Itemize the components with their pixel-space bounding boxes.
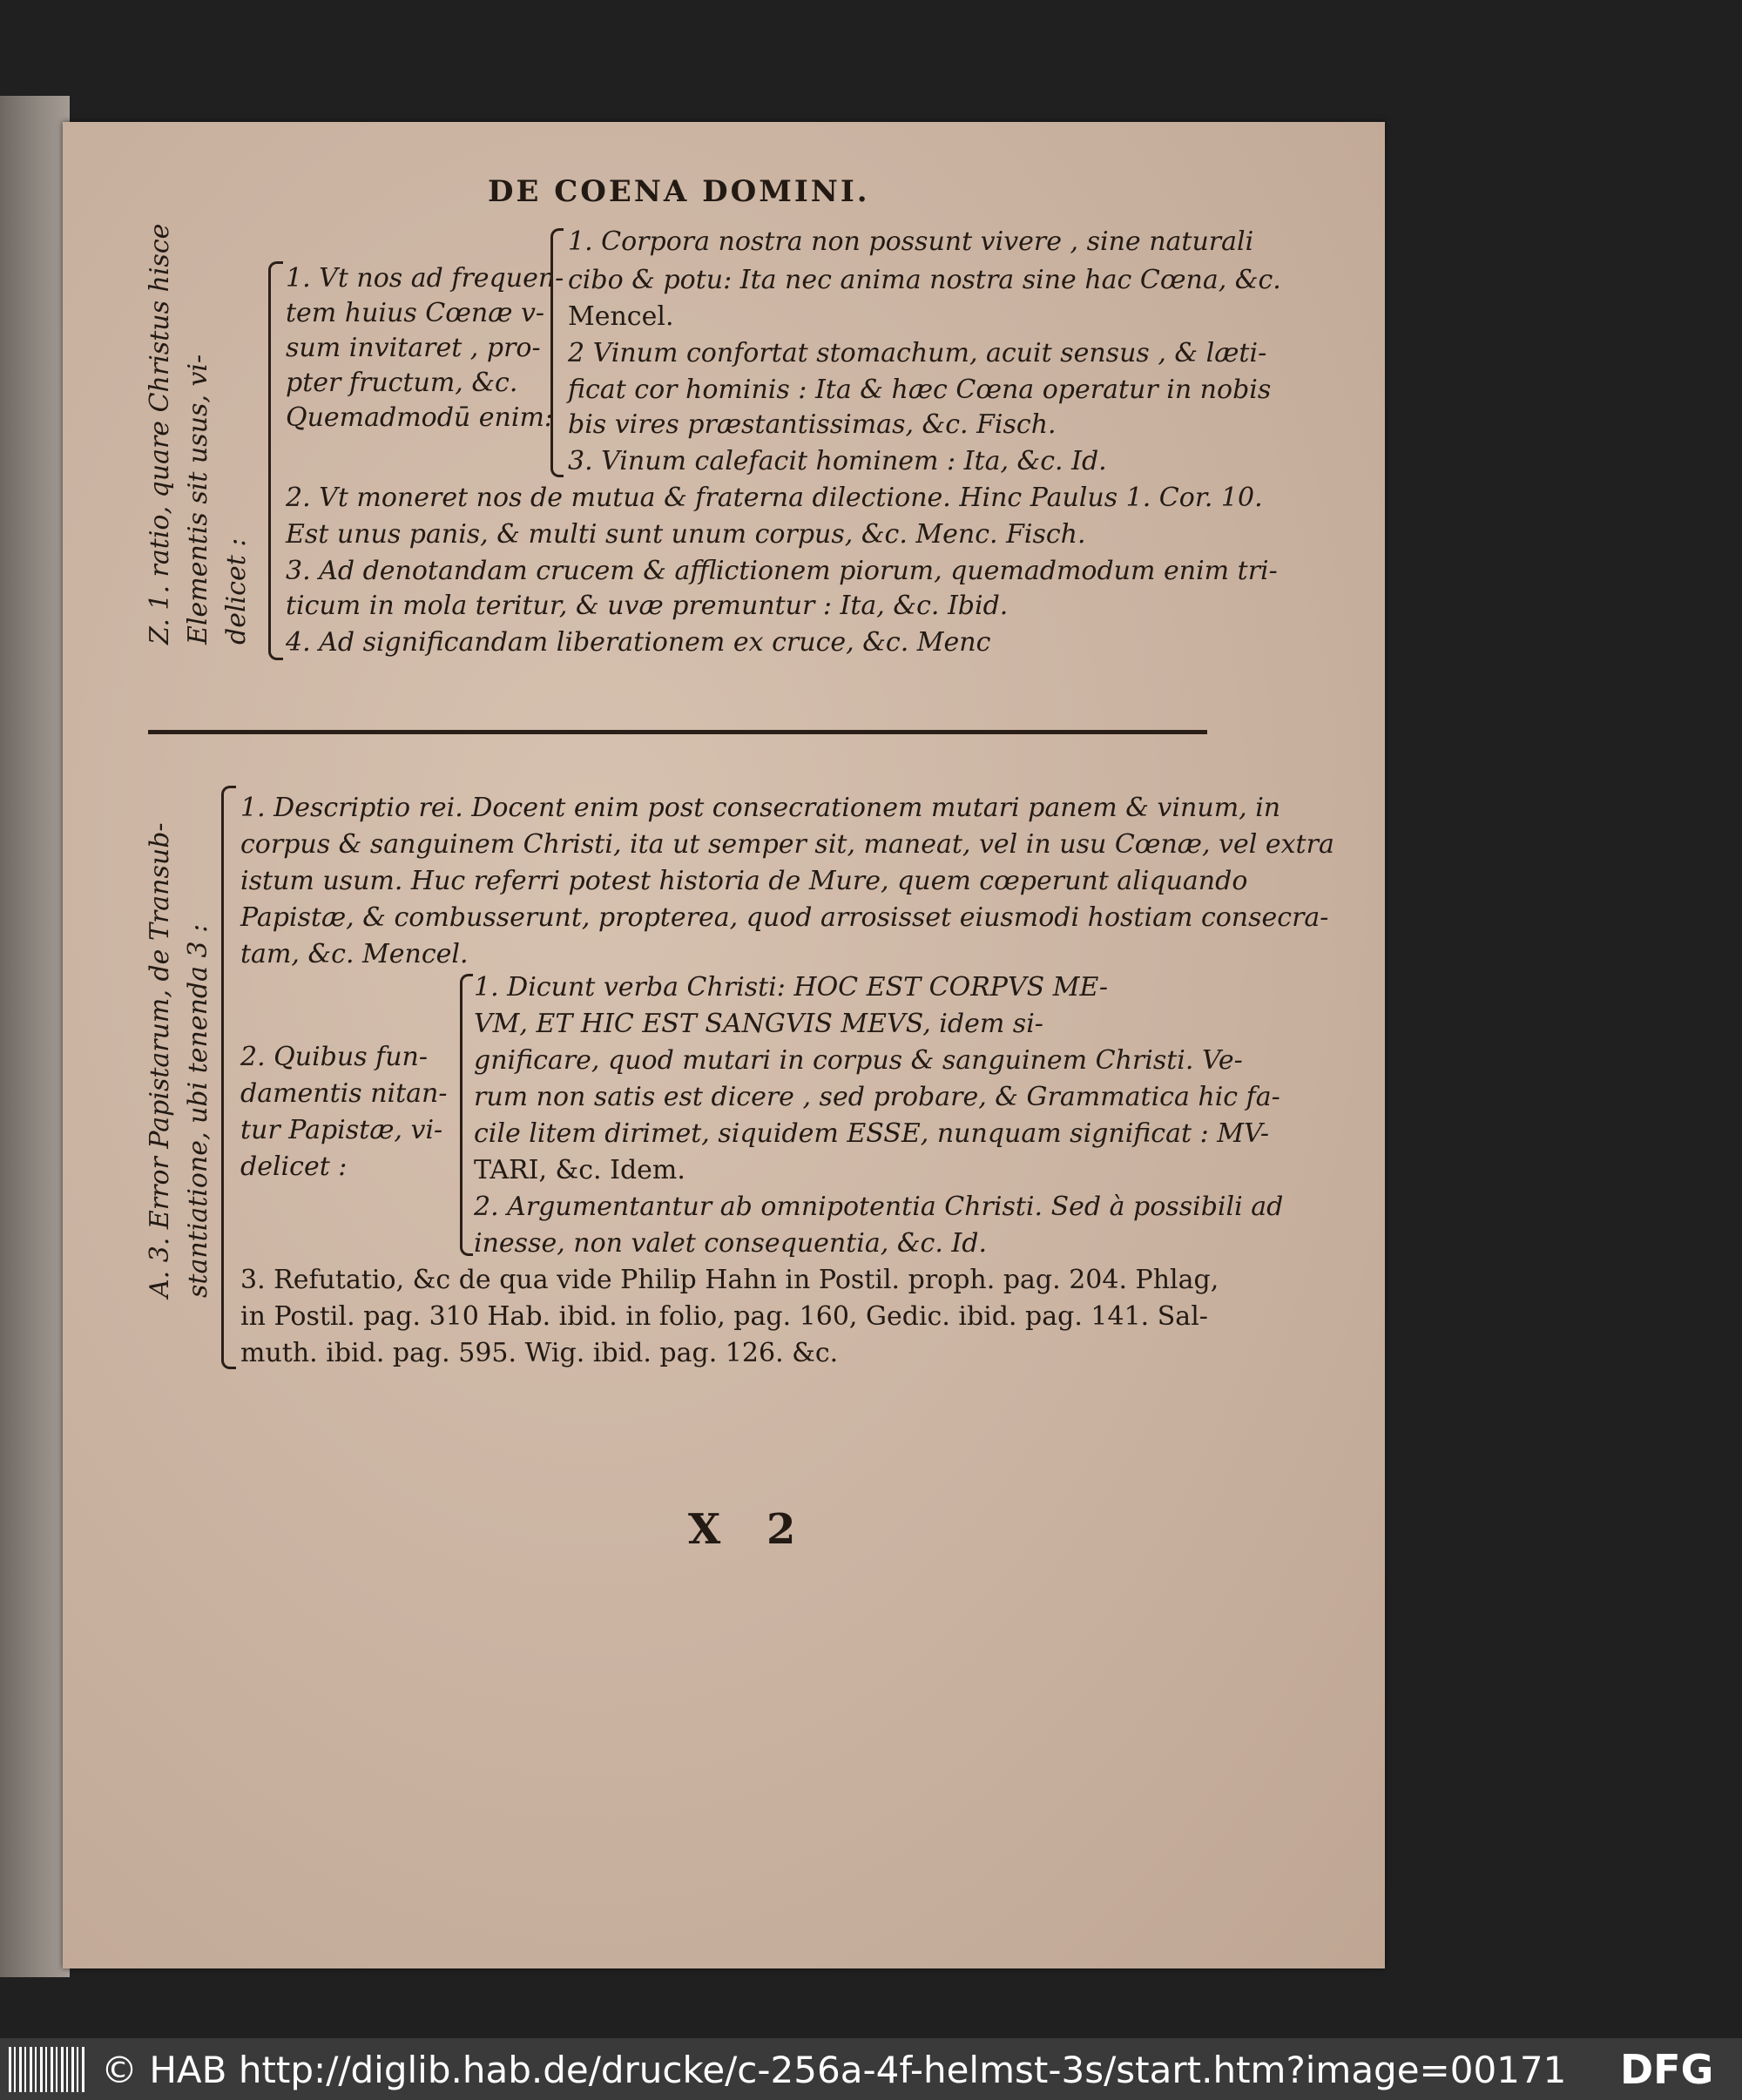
s1-item1-line: tem huius Cœnæ v- [286,298,545,328]
s2-item2-label-line: 2. Quibus fun- [240,1042,429,1072]
section1-sub-brace [550,228,564,477]
s1-sub-line: ficat cor hominis : Ita & hæc Cœna operatur in nobis [568,375,1272,405]
s1-rest-line: 2. Vt moneret nos de mutua & fraterna dilectione. Hinc Paulus 1. Cor. 10. [286,483,1263,513]
s1-sub-line: 1. Corpora nostra non possunt vivere , sine naturali [568,226,1254,257]
barcode-icon [9,2047,87,2092]
s1-rest-line: Est unus panis, & multi sunt unum corpus, &c. Menc. Fisch. [286,519,1086,550]
copyright-link[interactable]: © HAB http://diglib.hab.de/drucke/c-256a-4f-helmst-3s/start.htm?image=00171 [101,2049,1567,2091]
s2-item2-label-line: damentis nitan- [240,1078,448,1109]
signature-mark: X 2 [688,1505,812,1554]
section2-side-line: A. 3. Error Papistarum, de Transub- [145,822,175,1298]
section2-side-label [141,801,228,1298]
s2-item1-line: 1. Descriptio rei. Docent enim post consecrationem mutari panem & vinum, in [240,793,1281,823]
section2-sub-brace [460,974,473,1256]
s2-sub-line: 2. Argumentantur ab omnipotentia Christi. Sed à possibili ad [474,1192,1284,1222]
s2-item3-line: muth. ibid. pag. 595. Wig. ibid. pag. 126. &c. [240,1338,839,1368]
s2-sub-line: cile litem dirimet, siquidem ESSE, nunquam significat : MV- [474,1118,1269,1149]
viewer-footer [0,2038,1742,2100]
dfg-logo[interactable]: DFG [1620,2046,1714,2093]
section-divider [148,730,1207,734]
section2-brace [221,786,236,1369]
s1-sub-line: 2 Vinum confortat stomachum, acuit sensus , & læti- [568,338,1267,368]
s1-sub-line: 3. Vinum calefacit hominem : Ita, &c. Id. [568,446,1107,476]
s1-rest-line: 3. Ad denotandam crucem & afflictionem piorum, quemadmodum enim tri- [286,556,1278,586]
s1-item1-line: pter fructum, &c. [286,368,518,398]
s1-item1-line: Quemadmodū enim: [286,402,554,433]
s1-sub-line: cibo & potu: Ita nec anima nostra sine hac Cœna, &c. [568,265,1281,295]
s1-item1-line: 1. Vt nos ad frequen- [286,263,564,294]
s2-item1-line: corpus & sanguinem Christi, ita ut semper sit, maneat, vel in usu Cœnæ, vel extra [240,829,1334,860]
section1-side-line: Elementis sit usus, vi- [183,354,213,645]
s1-item1-line: sum invitaret , pro- [286,333,541,363]
previous-page-edge [0,96,70,1977]
s2-sub-line: TARI, &c. Idem. [474,1155,685,1185]
s2-sub-line: 1. Dicunt verba Christi: HOC EST CORPVS ME- [474,972,1109,1003]
s2-sub-line: gnificare, quod mutari in corpus & sanguinem Christi. Ve- [474,1045,1243,1076]
s2-item1-line: tam, &c. Mencel. [240,939,469,969]
running-head: DE COENA DOMINI. [488,174,870,209]
s2-item3-line: in Postil. pag. 310 Hab. ibid. in folio, pag. 160, Gedic. ibid. pag. 141. Sal- [240,1301,1208,1332]
section2-side-line: stantiatione, ubi tenenda 3 : [183,923,213,1298]
section1-side-line: Z. 1. ratio, quare Christus hisce [145,223,175,645]
s2-sub-line: VM, ET HIC EST SANGVIS MEVS, idem si- [474,1009,1043,1039]
section1-side-label [141,223,252,645]
s2-sub-line: rum non satis est dicere , sed probare, & Grammatica hic fa- [474,1082,1280,1112]
s1-rest-line: ticum in mola teritur, & uvæ premuntur : Ita, &c. Ibid. [286,591,1009,621]
s2-item1-line: istum usum. Huc referri potest historia de Mure, quem cœperunt aliquando [240,866,1248,896]
section1-brace [268,261,283,660]
s2-item2-label-line: tur Papistæ, vi- [240,1115,443,1145]
s1-sub-line: bis vires præstantissimas, &c. Fisch. [568,409,1057,440]
s2-item1-line: Papistæ, & combusserunt, propterea, quod arrosisset eiusmodi hostiam consecra- [240,902,1329,933]
s2-item3-line: 3. Refutatio, &c de qua vide Philip Hahn in Postil. proph. pag. 204. Phlag, [240,1265,1219,1295]
s1-rest-line: 4. Ad significandam liberationem ex cruce, &c. Menc [286,627,991,658]
s2-item2-label-line: delicet : [240,1151,348,1182]
section1-side-line: delicet : [221,537,252,645]
s1-sub-line: Mencel. [568,301,674,332]
s2-sub-line: inesse, non valet consequentia, &c. Id. [474,1228,988,1259]
